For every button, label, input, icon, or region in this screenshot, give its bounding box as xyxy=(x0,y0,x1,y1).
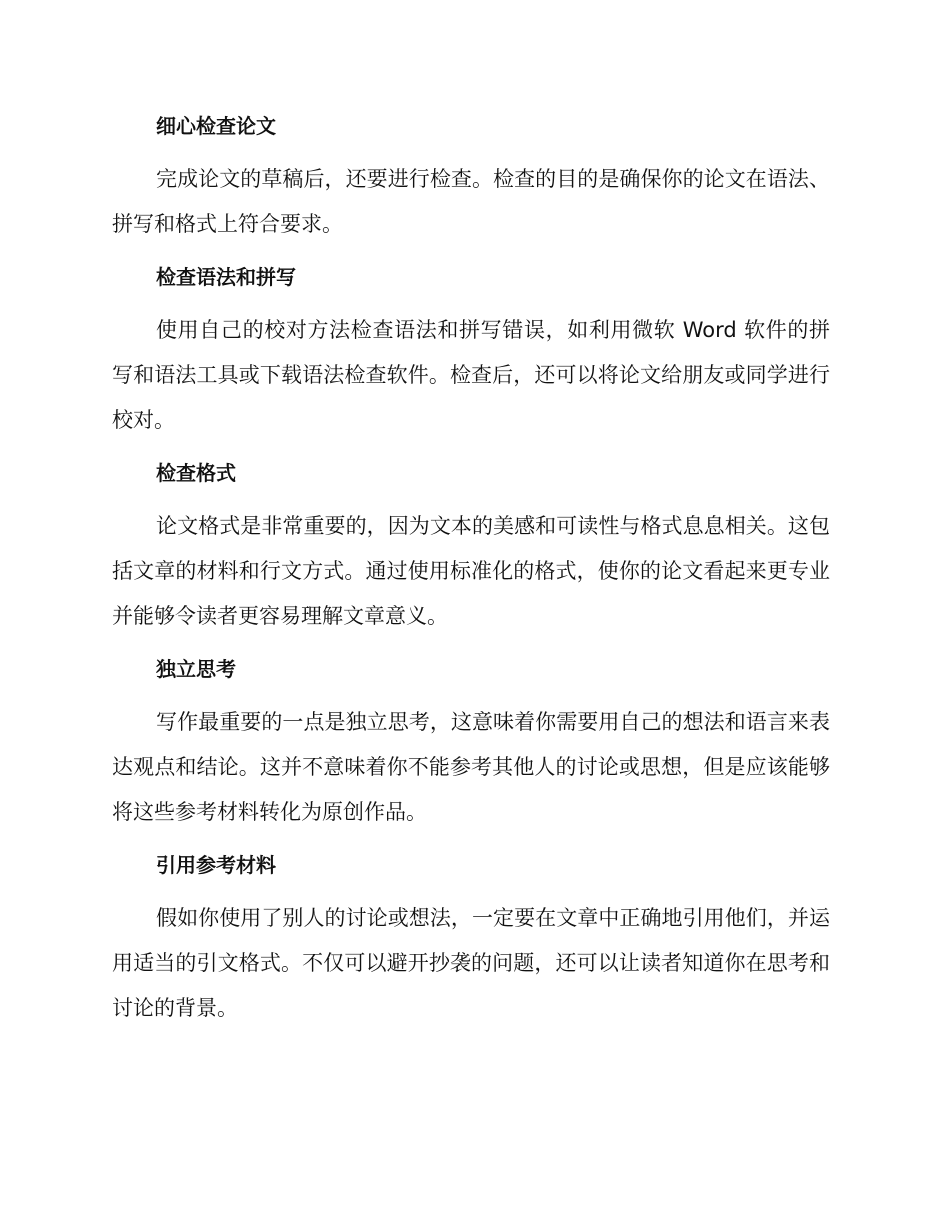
section-heading-citations: 引用参考材料 xyxy=(156,853,276,877)
paragraph-independent-thinking: 写作最重要的一点是独立思考，这意味着你需要用自己的想法和语言来表达观点和结论。这并不意味着你不能参考其他人的讨论或思想，但是应该能够将这些参考材料转化为原创作品。 xyxy=(112,710,830,824)
section-heading-independent-thinking: 独立思考 xyxy=(156,657,236,681)
paragraph-grammar-spelling: 使用自己的校对方法检查语法和拼写错误，如利用微软 Word 软件的拼写和语法工具或下载语法检查软件。检查后，还可以将论文给朋友或同学进行校对。 xyxy=(112,318,830,432)
section-heading-check-paper: 细心检查论文 xyxy=(156,114,276,138)
paragraph-format: 论文格式是非常重要的，因为文本的美感和可读性与格式息息相关。这包括文章的材料和行文方式。通过使用标准化的格式，使你的论文看起来更专业并能够令读者更容易理解文章意义。 xyxy=(112,514,830,628)
section-heading-format: 检查格式 xyxy=(156,461,236,485)
paragraph-citations: 假如你使用了别人的讨论或想法，一定要在文章中正确地引用他们，并运用适当的引文格式。不仅可以避开抄袭的问题，还可以让读者知道你在思考和讨论的背景。 xyxy=(112,906,830,1020)
paragraph-check-paper: 完成论文的草稿后，还要进行检查。检查的目的是确保你的论文在语法、拼写和格式上符合要求。 xyxy=(112,167,830,236)
section-heading-grammar-spelling: 检查语法和拼写 xyxy=(156,265,296,289)
